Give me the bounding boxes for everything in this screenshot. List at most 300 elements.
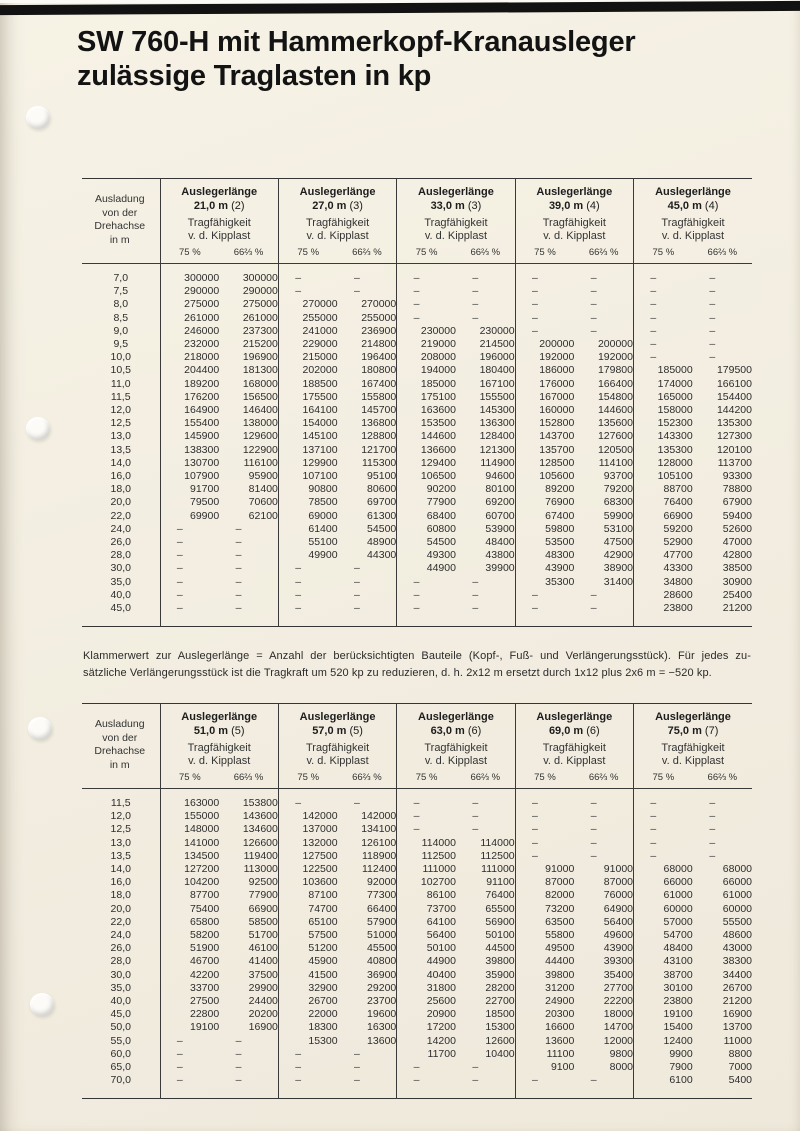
value-cell: 134500 (160, 850, 219, 863)
pct-75-header: 75 % (278, 244, 337, 264)
value-cell: 107100 (278, 470, 337, 483)
capacity-caption: Tragfähigkeit (305, 742, 370, 754)
value-cell: – (278, 576, 337, 589)
value-cell: – (472, 1074, 479, 1087)
value-cell: – (472, 602, 479, 615)
component-count: (3) (346, 199, 363, 212)
table-row (82, 549, 752, 562)
group-title: Auslegerlänge (655, 711, 731, 723)
value-cell: 80100 (485, 483, 515, 496)
value-cell: 163000 (160, 789, 219, 811)
value-cell: 95900 (248, 470, 278, 483)
value-cell: 41500 (278, 969, 337, 982)
column-group-header (278, 704, 396, 770)
value-cell: – (634, 312, 693, 325)
value-cell: 107900 (160, 470, 219, 483)
value-cell: – (397, 823, 456, 836)
table-row (82, 929, 752, 942)
value-cell: 144200 (716, 404, 752, 417)
value-cell: 60800 (397, 523, 456, 536)
value-cell: 17200 (397, 1021, 456, 1034)
value-cell: 23700 (367, 995, 397, 1008)
value-cell: – (160, 1035, 219, 1048)
value-cell: 21200 (722, 602, 752, 615)
column-group-header (278, 179, 396, 245)
value-cell: 62100 (248, 509, 278, 522)
length-value: 21,0 m (193, 199, 229, 212)
value-cell: 137000 (278, 823, 337, 836)
value-cell: 33700 (160, 982, 219, 995)
value-cell: 43300 (634, 562, 693, 575)
value-cell: – (397, 589, 456, 602)
value-cell: 68000 (722, 863, 752, 876)
value-cell: 31400 (603, 575, 633, 588)
value-cell: – (590, 285, 597, 298)
value-cell: 82000 (515, 889, 574, 902)
value-cell: 22800 (160, 1008, 219, 1021)
value-cell: – (472, 285, 479, 298)
value-cell: 255000 (361, 311, 397, 324)
radius-cell: 24,0 (110, 929, 131, 942)
value-cell: 28200 (485, 981, 515, 994)
percent-header-row (82, 769, 752, 789)
value-cell: – (634, 285, 693, 298)
value-cell: – (353, 602, 360, 615)
value-cell: 12000 (603, 1034, 633, 1047)
value-cell: 290000 (242, 285, 278, 298)
value-cell: 93700 (603, 470, 633, 483)
punch-hole (28, 717, 52, 740)
value-cell: – (634, 810, 693, 823)
value-cell: – (397, 1074, 456, 1099)
value-cell: – (235, 549, 242, 562)
value-cell: – (160, 523, 219, 536)
capacity-caption: v. d. Kipplast (306, 755, 369, 767)
value-cell: 20900 (397, 1008, 456, 1021)
radius-cell: 14,0 (110, 863, 131, 876)
value-cell: 42800 (722, 549, 752, 562)
value-cell: 66900 (248, 902, 278, 915)
value-cell: 10400 (485, 1047, 515, 1060)
value-cell: 61000 (634, 889, 693, 902)
pct-66-header: 66⅔ % (693, 244, 752, 264)
value-cell: 135600 (597, 417, 633, 430)
value-cell: 34400 (722, 968, 752, 981)
value-cell: 70600 (248, 496, 278, 509)
value-cell: 270000 (361, 298, 397, 311)
value-cell: – (590, 324, 597, 337)
radius-cell: 12,5 (110, 417, 131, 430)
value-cell: 90800 (278, 483, 337, 496)
column-group-header (634, 704, 753, 770)
value-cell: 60000 (634, 903, 693, 916)
value-cell: 93300 (722, 470, 752, 483)
value-cell: – (235, 588, 242, 601)
value-cell: 144600 (397, 430, 456, 443)
value-cell: 113000 (243, 863, 278, 876)
value-cell: 12600 (485, 1034, 515, 1047)
value-cell: 128400 (479, 430, 515, 443)
value-cell: 214500 (479, 338, 515, 351)
value-cell: 43100 (634, 955, 693, 968)
value-cell: 34800 (634, 576, 693, 589)
footnote-line2: sätzliche Verlängerungsstück ist die Tragkraft um 520 kp zu reduzieren, d. h. 2x12 m ersetzt durch 1x12 plus 2x6 m = −520 kp. (83, 666, 712, 679)
value-cell: – (472, 810, 479, 823)
value-cell: – (709, 272, 716, 284)
radius-cell: 35,0 (110, 575, 131, 588)
component-count: (3) (464, 199, 482, 212)
value-cell: – (160, 576, 219, 589)
punch-hole (26, 417, 50, 440)
table-row (82, 823, 752, 836)
value-cell: 138300 (160, 444, 219, 457)
value-cell: 186000 (515, 364, 574, 377)
value-cell: 202000 (278, 364, 337, 377)
value-cell: – (353, 588, 360, 601)
value-cell: 145700 (361, 404, 397, 417)
radius-cell: 28,0 (110, 955, 131, 968)
radius-cell: 16,0 (110, 876, 131, 889)
column-group-header (634, 179, 753, 245)
table-row (82, 496, 752, 509)
value-cell: 35400 (603, 968, 633, 981)
table-row (82, 602, 752, 627)
value-cell: 27700 (603, 981, 633, 994)
value-cell: – (235, 1061, 242, 1074)
group-length (635, 725, 751, 739)
table-row (82, 298, 752, 311)
value-cell: 127500 (278, 850, 337, 863)
value-cell: 38900 (603, 562, 633, 575)
value-cell: – (160, 1074, 219, 1099)
table-row (82, 1035, 752, 1048)
value-cell: 112500 (480, 849, 515, 862)
value-cell: – (709, 810, 716, 823)
table-row (82, 837, 752, 850)
value-cell: 29900 (248, 981, 278, 994)
value-cell: – (397, 264, 456, 286)
value-cell: – (472, 575, 479, 588)
table-row (82, 510, 752, 523)
capacity-caption: Tragfähigkeit (424, 217, 488, 229)
value-cell: 38500 (722, 562, 752, 575)
value-cell: 154400 (716, 390, 752, 403)
radius-cell: 55,0 (110, 1034, 131, 1047)
group-title: Auslegerlänge (299, 186, 376, 198)
value-cell: – (160, 536, 219, 549)
value-cell: 192000 (597, 351, 633, 364)
value-cell: 196400 (361, 351, 397, 364)
value-cell: – (235, 1034, 242, 1047)
value-cell: 75400 (160, 903, 219, 916)
value-cell: – (709, 311, 716, 324)
table-row (82, 810, 752, 823)
value-cell: 57500 (278, 929, 337, 942)
value-cell: 54500 (397, 536, 456, 549)
capacity-caption: Tragfähigkeit (305, 217, 370, 229)
table-row (82, 378, 752, 391)
value-cell: 91100 (486, 876, 515, 889)
value-cell: 59800 (515, 523, 574, 536)
value-cell: 41400 (248, 955, 278, 968)
value-cell: 127600 (597, 430, 633, 443)
value-cell: 87000 (603, 876, 633, 889)
page-title-line1: SW 760-H mit Hammerkopf-Kranausleger (77, 26, 636, 58)
value-cell: 78500 (278, 496, 337, 509)
value-cell: 106500 (397, 470, 456, 483)
value-cell: 45900 (278, 955, 337, 968)
value-cell: – (515, 325, 574, 338)
group-length (635, 200, 751, 214)
radius-cell: 11,0 (110, 377, 131, 390)
table-row (82, 325, 752, 338)
value-cell: 60000 (722, 902, 752, 915)
percent-header-row (82, 244, 752, 264)
value-cell: – (515, 810, 574, 823)
value-cell: 218000 (160, 351, 219, 364)
axis-line: Ausladung (94, 193, 145, 205)
value-cell: 92000 (367, 876, 397, 889)
value-cell: 129600 (242, 430, 278, 443)
value-cell: 52900 (634, 536, 693, 549)
radius-cell: 45,0 (110, 1008, 131, 1021)
capacity-caption: Tragfähigkeit (661, 217, 725, 229)
value-cell: – (709, 836, 716, 849)
value-cell: – (278, 562, 337, 575)
group-title: Auslegerlänge (181, 186, 258, 198)
value-cell: 50100 (485, 929, 515, 942)
capacity-caption: v. d. Kipplast (543, 230, 606, 242)
value-cell: – (235, 1074, 242, 1087)
value-cell: 48400 (634, 942, 693, 955)
value-cell: 30900 (722, 575, 752, 588)
axis-line: Ausladung (94, 718, 145, 730)
value-cell: 66400 (367, 902, 397, 915)
value-cell: 43800 (485, 549, 515, 562)
value-cell: – (709, 298, 716, 311)
value-cell: – (590, 602, 597, 615)
axis-line: in m (109, 233, 130, 246)
value-cell: – (709, 849, 716, 862)
value-cell: 43000 (722, 942, 752, 955)
value-cell: 237300 (242, 324, 278, 337)
pct-66-header: 66⅔ % (456, 769, 515, 789)
value-cell: – (472, 1061, 479, 1074)
radius-cell: 26,0 (110, 942, 131, 955)
value-cell: 91000 (515, 863, 574, 876)
value-cell: – (709, 797, 716, 809)
value-cell: 59400 (722, 509, 752, 522)
value-cell: 53100 (603, 522, 633, 535)
value-cell: 73200 (515, 903, 574, 916)
value-cell: 66000 (634, 876, 693, 889)
value-cell: 152300 (634, 417, 693, 430)
value-cell: – (472, 298, 479, 311)
value-cell: 39300 (603, 955, 633, 968)
value-cell: 204400 (160, 364, 219, 377)
value-cell: – (278, 602, 337, 627)
value-cell: 232000 (160, 338, 219, 351)
radius-cell: 24,0 (110, 522, 131, 535)
radius-cell: 70,0 (110, 1074, 131, 1087)
radius-cell: 18,0 (110, 889, 131, 902)
value-cell: 230000 (397, 325, 456, 338)
value-cell: – (397, 576, 456, 589)
group-title: Auslegerlänge (418, 186, 494, 198)
value-cell: – (160, 589, 219, 602)
value-cell: – (160, 1061, 219, 1074)
value-cell: 180800 (361, 364, 397, 377)
value-cell: 60700 (485, 509, 515, 522)
value-cell: 76400 (485, 889, 515, 902)
value-cell: 16900 (722, 1008, 752, 1021)
value-cell: 40800 (367, 955, 397, 968)
value-cell: 129900 (278, 457, 337, 470)
table-row (82, 338, 752, 351)
value-cell: 167400 (361, 377, 397, 390)
capacity-caption: v. d. Kipplast (424, 230, 488, 242)
footnote (83, 648, 751, 681)
value-cell: 104200 (160, 876, 219, 889)
value-cell: 138000 (242, 417, 278, 430)
value-cell: – (515, 285, 574, 298)
value-cell: – (160, 602, 219, 627)
value-cell: – (353, 562, 360, 575)
value-cell: 21200 (722, 995, 752, 1008)
value-cell: 51000 (367, 929, 397, 942)
value-cell: 152800 (515, 417, 574, 430)
group-length (517, 200, 632, 214)
value-cell: 165000 (634, 391, 693, 404)
capacity-caption: v. d. Kipplast (306, 230, 369, 242)
load-table-21-45m (82, 178, 752, 627)
table-row (82, 876, 752, 889)
scan-edge-band (0, 1, 800, 15)
value-cell: 68300 (603, 496, 633, 509)
value-cell: 116100 (243, 456, 278, 469)
value-cell: 156500 (242, 390, 278, 403)
value-cell: 79200 (603, 483, 633, 496)
value-cell: 58200 (160, 929, 219, 942)
value-cell: 136300 (479, 417, 515, 430)
value-cell: 67900 (722, 496, 752, 509)
value-cell: 145300 (479, 404, 515, 417)
value-cell: – (515, 264, 574, 286)
value-cell: – (590, 272, 597, 284)
value-cell: 44300 (367, 549, 397, 562)
value-cell: 65800 (160, 916, 219, 929)
value-cell: 134600 (242, 823, 278, 836)
value-cell: 6100 (634, 1074, 693, 1099)
value-cell: 39800 (485, 955, 515, 968)
capacity-caption: Tragfähigkeit (187, 742, 251, 754)
value-cell: 300000 (160, 264, 219, 286)
value-cell: 129400 (397, 457, 456, 470)
value-cell: 55800 (515, 929, 574, 942)
value-cell: 8800 (728, 1047, 752, 1060)
value-cell: 144600 (597, 404, 633, 417)
table-row (82, 863, 752, 876)
group-title: Auslegerlänge (418, 711, 494, 723)
radius-cell: 35,0 (110, 981, 131, 994)
value-cell: 261000 (160, 312, 219, 325)
value-cell: 164100 (278, 404, 337, 417)
table-row (82, 444, 752, 457)
table-row (82, 955, 752, 968)
value-cell: 13700 (722, 1021, 752, 1034)
value-cell: 120500 (597, 443, 633, 456)
value-cell: 126600 (242, 836, 278, 849)
value-cell: 56900 (485, 915, 515, 928)
pct-75-header: 75 % (397, 769, 456, 789)
value-cell: 44900 (397, 562, 456, 575)
value-cell: 42200 (160, 969, 219, 982)
value-cell: 114100 (598, 456, 633, 469)
value-cell: 32900 (278, 982, 337, 995)
value-cell: – (397, 312, 456, 325)
value-cell: 65100 (278, 916, 337, 929)
value-cell: – (397, 1061, 456, 1074)
value-cell: – (515, 298, 574, 311)
value-cell: 67400 (515, 510, 574, 523)
radius-cell: 11,5 (110, 390, 131, 403)
value-cell: 155400 (160, 417, 219, 430)
header-row (82, 179, 752, 245)
value-cell: 155500 (479, 390, 515, 403)
value-cell: – (709, 351, 716, 364)
value-cell: 112400 (361, 863, 397, 876)
value-cell: 122900 (242, 443, 278, 456)
value-cell: 81400 (248, 483, 278, 496)
radius-cell: 28,0 (110, 549, 131, 562)
value-cell: 246000 (160, 325, 219, 338)
value-cell: 180400 (479, 364, 515, 377)
radius-cell: 7,0 (113, 272, 129, 284)
value-cell: – (634, 837, 693, 850)
value-cell: – (160, 549, 219, 562)
pct-75-header: 75 % (634, 244, 693, 264)
column-group-header (397, 704, 515, 770)
value-cell: 166100 (716, 377, 752, 390)
value-cell: 51900 (160, 942, 219, 955)
value-cell: 57000 (634, 916, 693, 929)
value-cell: – (709, 823, 716, 836)
value-cell: 55100 (278, 536, 337, 549)
value-cell: 80600 (367, 483, 397, 496)
value-cell: 300000 (242, 272, 278, 284)
value-cell: 68000 (634, 863, 693, 876)
value-cell: 23800 (634, 995, 693, 1008)
value-cell: 69000 (278, 510, 337, 523)
value-cell: 111000 (481, 863, 515, 876)
value-cell: 14200 (397, 1035, 456, 1048)
value-cell: 49600 (603, 929, 633, 942)
table-row (82, 457, 752, 470)
value-cell: 53900 (485, 522, 515, 535)
component-count: (6) (583, 724, 600, 737)
value-cell: 54500 (367, 522, 397, 535)
pct-75-header: 75 % (515, 244, 574, 264)
value-cell: 22200 (603, 995, 633, 1008)
value-cell: 132000 (278, 837, 337, 850)
value-cell: 26700 (278, 995, 337, 1008)
radius-cell: 65,0 (110, 1061, 131, 1074)
value-cell: 135300 (716, 417, 752, 430)
value-cell: 29200 (367, 981, 397, 994)
value-cell: 236900 (361, 324, 397, 337)
value-cell: 59900 (603, 509, 633, 522)
value-cell: 91700 (160, 483, 219, 496)
